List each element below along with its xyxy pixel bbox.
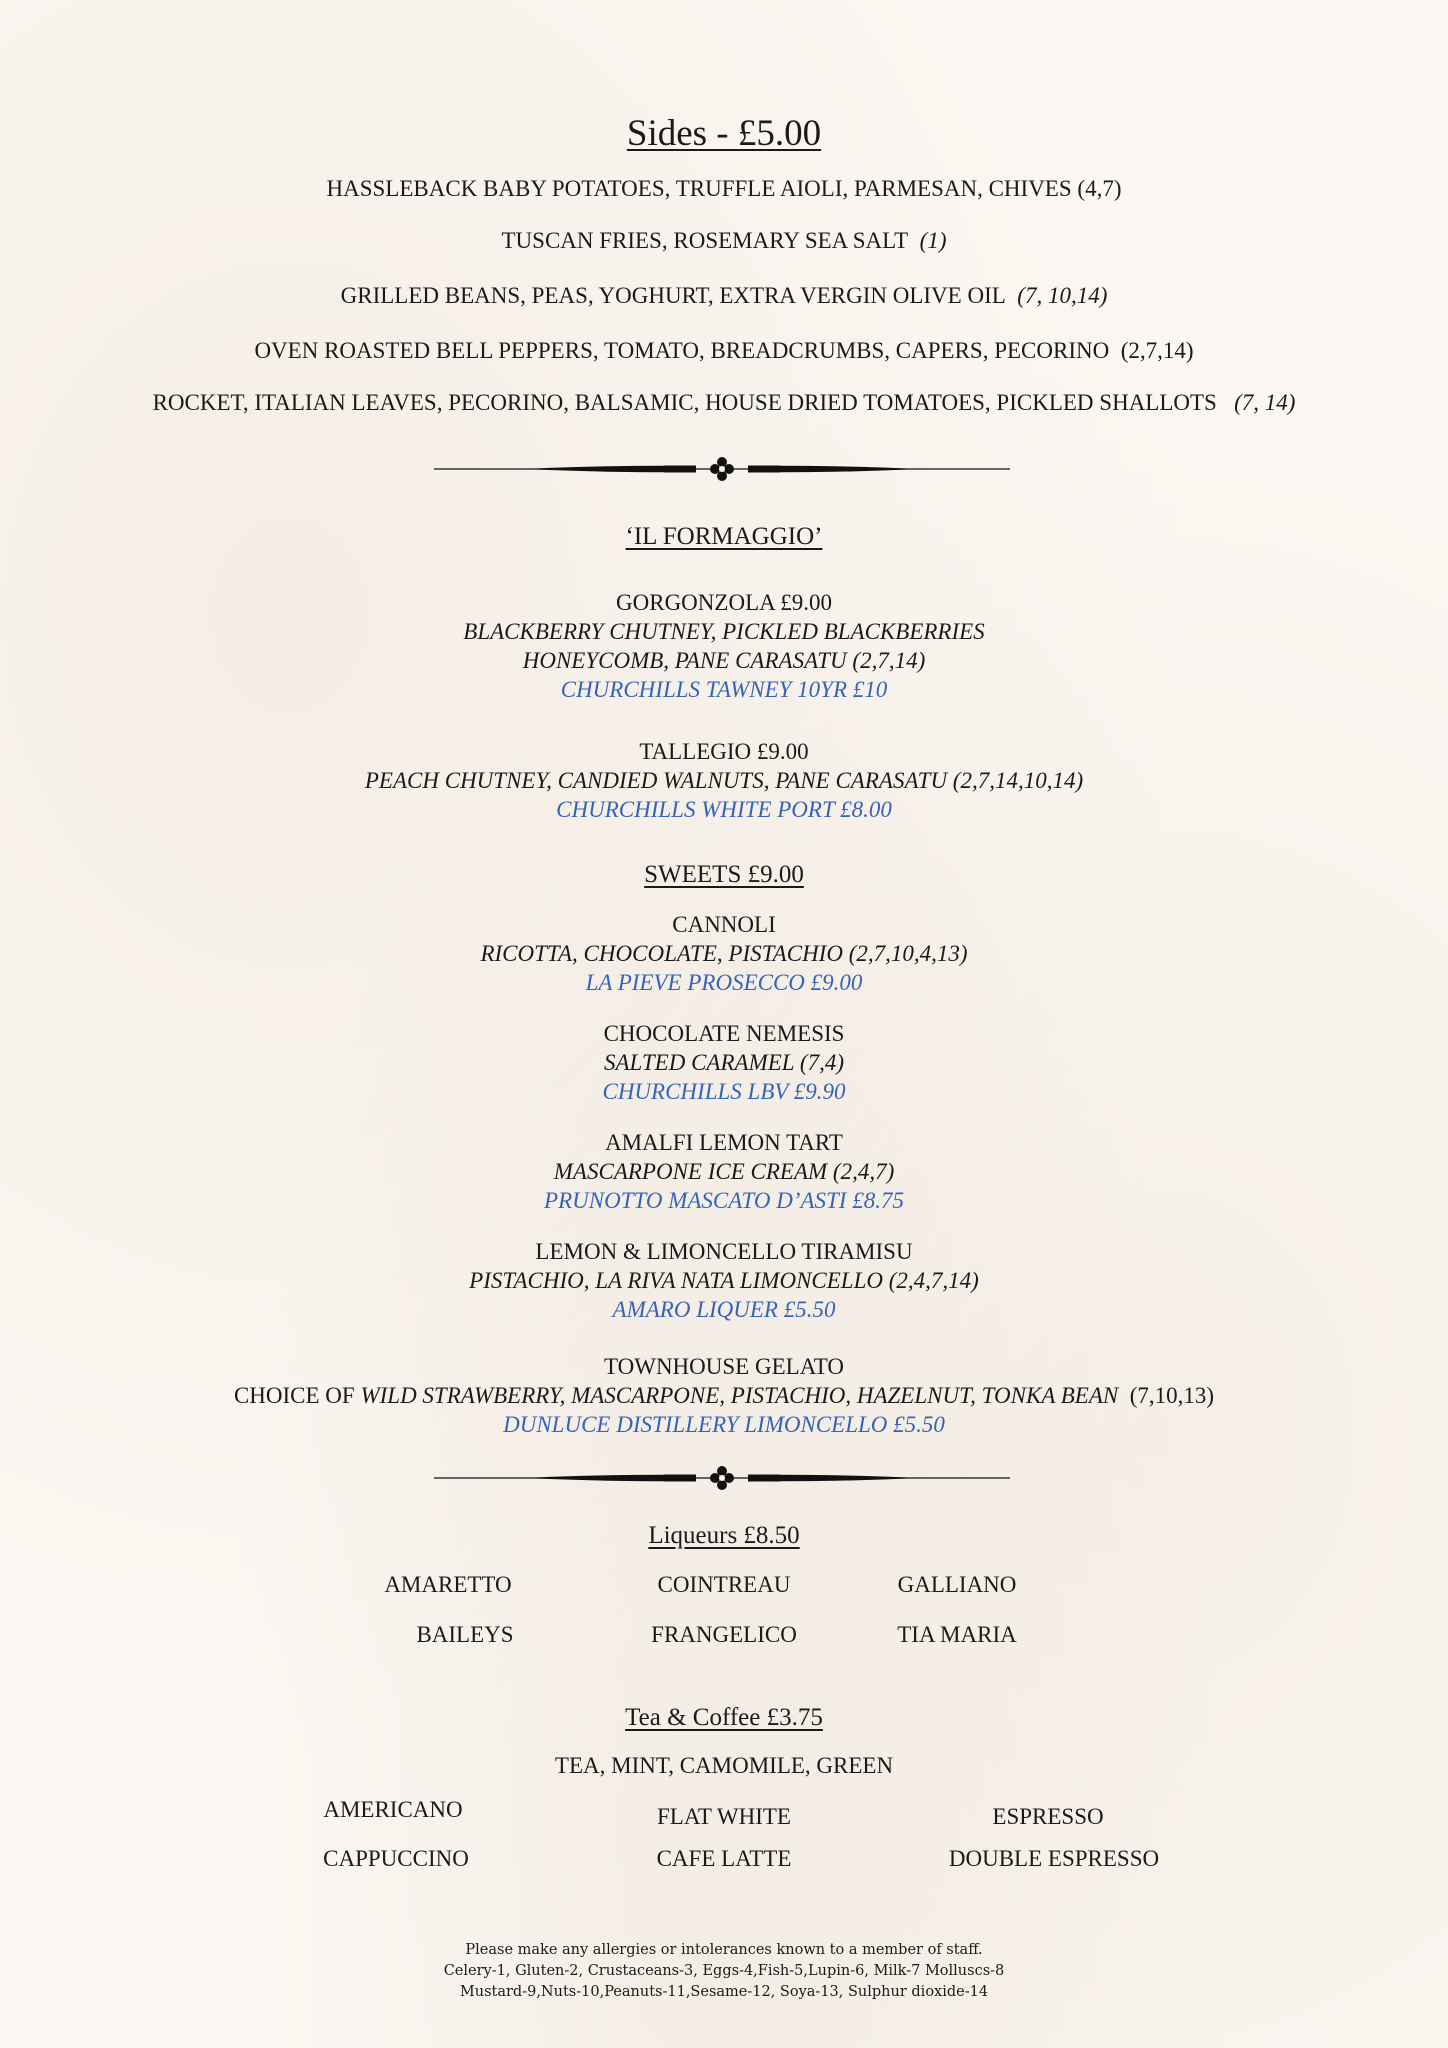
cheese-desc: HONEYCOMB, PANE CARASATU (2,7,14) bbox=[522, 648, 926, 673]
sweet-name: CHOCOLATE NEMESIS bbox=[603, 1021, 845, 1046]
item-allergens: (7, 14) bbox=[1234, 390, 1296, 415]
ornament-divider bbox=[434, 456, 1010, 482]
coffee-item: DOUBLE ESPRESSO bbox=[948, 1846, 1160, 1871]
item-name: ROCKET, ITALIAN LEAVES, PECORINO, BALSAMIC, HOUSE DRIED TOMATOES, PICKLED SHALLOTS bbox=[152, 390, 1217, 415]
sides-item bbox=[0, 227, 1448, 255]
wine-pairing: DUNLUCE DISTILLERY LIMONCELLO £5.50 bbox=[503, 1412, 945, 1437]
cheese-desc: PEACH CHUTNEY, CANDIED WALNUTS, PANE CARASATU (2,7,14,10,14) bbox=[364, 768, 1084, 793]
cheese-name: GORGONZOLA £9.00 bbox=[616, 590, 832, 615]
wine-pairing: AMARO LIQUER £5.50 bbox=[612, 1297, 836, 1322]
sides-item bbox=[0, 389, 1448, 417]
sweet-desc: RICOTTA, CHOCOLATE, PISTACHIO (2,7,10,4,13) bbox=[480, 941, 968, 966]
item-allergens: (2,7,14) bbox=[1120, 338, 1194, 363]
liqueur-item: AMARETTO bbox=[384, 1572, 512, 1597]
sweet-name: LEMON & LIMONCELLO TIRAMISU bbox=[535, 1239, 913, 1264]
liqueur-item: COINTREAU bbox=[657, 1572, 791, 1597]
sweets-title: SWEETS £9.00 bbox=[644, 861, 804, 888]
wine-pairing: CHURCHILLS TAWNEY 10YR £10 bbox=[560, 677, 888, 702]
tea-line: TEA, MINT, CAMOMILE, GREEN bbox=[554, 1753, 894, 1778]
cheese-name: TALLEGIO £9.00 bbox=[639, 739, 809, 764]
sweet-name: CANNOLI bbox=[672, 912, 776, 937]
coffee-item: CAPPUCCINO bbox=[323, 1846, 469, 1871]
tea-coffee-title: Tea & Coffee £3.75 bbox=[625, 1704, 823, 1731]
sweet-desc: MASCARPONE ICE CREAM (2,4,7) bbox=[553, 1159, 895, 1184]
liqueurs-title: Liqueurs £8.50 bbox=[648, 1522, 800, 1549]
allergen-key: Celery-1, Gluten-2, Crustaceans-3, Eggs-4,Fish-5,Lupin-6, Milk-7 Molluscs-8 bbox=[443, 1963, 1005, 1979]
ornament-divider bbox=[434, 1465, 1010, 1491]
sweet-desc bbox=[0, 1382, 1448, 1410]
item-name: GRILLED BEANS, PEAS, YOGHURT, EXTRA VERGIN OLIVE OIL bbox=[340, 283, 1006, 308]
allergen-key: Mustard-9,Nuts-10,Peanuts-11,Sesame-12, Soya-13, Sulphur dioxide-14 bbox=[459, 1984, 989, 2000]
item-name: TUSCAN FRIES, ROSEMARY SEA SALT bbox=[501, 228, 909, 253]
formaggio-title: ‘IL FORMAGGIO’ bbox=[625, 523, 823, 550]
wine-pairing: CHURCHILLS LBV £9.90 bbox=[602, 1079, 846, 1104]
coffee-item: ESPRESSO bbox=[992, 1804, 1104, 1829]
wine-pairing: CHURCHILLS WHITE PORT £8.00 bbox=[556, 797, 892, 822]
desc-allergens: (7,10,13) bbox=[1129, 1383, 1215, 1408]
wine-pairing: PRUNOTTO MASCATO D’ASTI £8.75 bbox=[544, 1188, 904, 1213]
coffee-item: AMERICANO bbox=[323, 1797, 463, 1822]
coffee-item: CAFE LATTE bbox=[656, 1846, 792, 1871]
desc-flavours: WILD STRAWBERRY, MASCARPONE, PISTACHIO, HAZELNUT, TONKA BEAN bbox=[360, 1383, 1119, 1408]
sweet-desc: SALTED CARAMEL (7,4) bbox=[604, 1050, 844, 1075]
item-allergens: (1) bbox=[919, 228, 947, 253]
sides-title: Sides - £5.00 bbox=[626, 113, 822, 154]
liqueur-item: BAILEYS bbox=[416, 1622, 514, 1647]
sides-item bbox=[0, 282, 1448, 310]
desc-prefix: CHOICE OF bbox=[233, 1383, 361, 1408]
sides-item bbox=[0, 175, 1448, 203]
item-name: HASSLEBACK BABY POTATOES, TRUFFLE AIOLI, PARMESAN, CHIVES bbox=[326, 176, 1072, 201]
sweet-name: TOWNHOUSE GELATO bbox=[604, 1354, 844, 1379]
sweet-name: AMALFI LEMON TART bbox=[605, 1130, 843, 1155]
liqueur-item: GALLIANO bbox=[897, 1572, 1017, 1597]
coffee-item: FLAT WHITE bbox=[657, 1804, 791, 1829]
item-allergens: (7, 10,14) bbox=[1017, 283, 1108, 308]
liqueur-item: TIA MARIA bbox=[897, 1622, 1017, 1647]
wine-pairing: LA PIEVE PROSECCO £9.00 bbox=[585, 970, 863, 995]
sweet-desc: PISTACHIO, LA RIVA NATA LIMONCELLO (2,4,7,14) bbox=[469, 1268, 979, 1293]
item-allergens: (4,7) bbox=[1077, 176, 1122, 201]
liqueur-item: FRANGELICO bbox=[651, 1622, 797, 1647]
item-name: OVEN ROASTED BELL PEPPERS, TOMATO, BREADCRUMBS, CAPERS, PECORINO bbox=[254, 338, 1110, 363]
allergy-notice: Please make any allergies or intolerances known to a member of staff. bbox=[465, 1942, 983, 1958]
sides-item bbox=[0, 337, 1448, 365]
cheese-desc: BLACKBERRY CHUTNEY, PICKLED BLACKBERRIES bbox=[463, 619, 985, 644]
